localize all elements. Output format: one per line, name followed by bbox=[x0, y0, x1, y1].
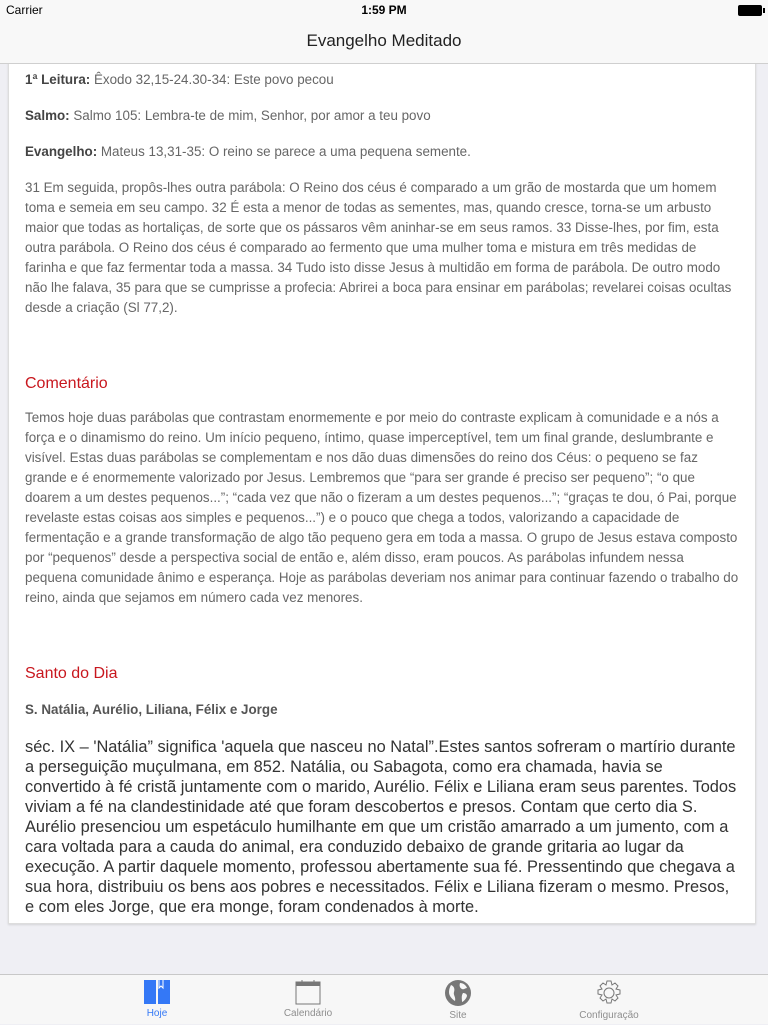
tab-label: Configuração bbox=[579, 1010, 639, 1021]
book-icon bbox=[143, 979, 171, 1005]
content-scroll[interactable] bbox=[0, 64, 768, 974]
gospel-text: Mateus 13,31-35: O reino se parece a uma pequena semente. bbox=[97, 144, 471, 159]
saint-name: S. Natália, Aurélio, Liliana, Félix e Jorge bbox=[25, 702, 278, 717]
first-reading-text: Êxodo 32,15-24.30-34: Este povo pecou bbox=[90, 72, 334, 87]
tab-label: Hoje bbox=[146, 1008, 168, 1019]
tab-bar bbox=[0, 974, 768, 1024]
gospel bbox=[25, 142, 739, 162]
psalm-label: Salmo: bbox=[25, 108, 70, 123]
first-reading-label: 1ª Leitura: bbox=[25, 72, 91, 87]
psalm-text: Salmo 105: Lembra-te de mim, Senhor, por amor a teu povo bbox=[69, 108, 431, 123]
globe-icon bbox=[444, 979, 472, 1007]
commentary-heading: Comentário bbox=[25, 375, 108, 392]
commentary-text: Temos hoje duas parábolas que contrastam enormemente e por meio do contraste explicam à comunidade e a nós a força e o dinamismo do reino. Um início pequeno, íntimo, quase imperceptível, tem um final grande, deslumbrante e visível. Estas duas parábolas se complementam e nos dão duas dimensões do reino dos Céus: o pequeno se faz grande e é enormemente valorizado por Jesus. Lembremos que “para ser grande é preciso ser pequeno”; “o que doarem a um destes pequenos...”; “cada vez que não o fizeram a um destes pequenos...”; “graças te dou, ó Pai, porque revelaste estas coisas aos simples e pequenos...”) e o pouco que chega a todos, valorizando a capacidade de fermentação e a grande transformação de algo tão pequeno gera em toda a massa. O grupo de Jesus estava composto por “pequenos” desde a perspectiva social de então e, além disso, eram poucos. As parábolas infundem nessa pequena comunidade ânimo e esperança. Hoje as parábolas deveriam nos animar para continuar fazendo o trabalho do reino, ainda que sejamos em número cada vez menores. bbox=[25, 410, 739, 605]
tab-label: Site bbox=[449, 1010, 467, 1021]
first-reading bbox=[25, 70, 739, 90]
tab-hoje[interactable] bbox=[97, 975, 217, 1025]
navigation-bar bbox=[0, 20, 768, 64]
gospel-label: Evangelho: bbox=[25, 144, 98, 159]
battery-icon bbox=[738, 5, 762, 16]
psalm bbox=[25, 106, 739, 126]
saint-text: séc. IX – 'Natália” significa 'aquela que nasceu no Natal”.Estes santos sofreram o martírio durante a perseguição muçulmana, em 852. Natália, ou Sabagota, como era chamada, havia se convertido à fé cristã juntamente com o marido, Aurélio. Félix e Liliana eram seus parentes. Todos viviam a fé na clandestinidade até que foram descobertos e presos. Contam que certo dia S. Aurélio presenciou um espetáculo humilhante em que um cristão amarrado a um jumento, com a cara voltada para a cauda do animal, era conduzido debaixo de grande gritaria ao lugar da execução. A partir daquele momento, professou abertamente sua fé. Pressentindo que chegava a sua hora, distribuiu os bens aos pobres e necessitados. Félix e Liliana fizeram o mesmo. Presos, e com eles Jorge, que era monge, foram condenados à morte. bbox=[25, 738, 737, 916]
carrier-label: Carrier bbox=[6, 3, 43, 17]
page-title: Evangelho Meditado bbox=[306, 31, 462, 50]
gear-icon bbox=[595, 979, 623, 1007]
status-bar bbox=[0, 0, 768, 20]
tab-site[interactable] bbox=[398, 975, 518, 1025]
tab-calendario[interactable] bbox=[248, 975, 368, 1025]
saint-heading: Santo do Dia bbox=[25, 665, 118, 682]
tab-label: Calendário bbox=[283, 1008, 333, 1019]
gospel-passage: 31 Em seguida, propôs-lhes outra parábola: O Reino dos céus é comparado a um grão de mostarda que um homem toma e semeia em seu campo. 32 É esta a menor de todas as sementes, mas, quando cresce, torna-se um arbusto maior que todas as hortaliças, de sorte que os pássaros vêm aninhar-se em seus ramos. 33 Disse-lhes, por fim, esta outra parábola. O Reino dos céus é comparado ao fermento que uma mulher toma e mistura em três medidas de farinha e que faz fermentar toda a massa. 34 Tudo isto disse Jesus à multidão em forma de parábola. De outro modo não lhe falava, 35 para que se cumprisse a profecia: Abrirei a boca para ensinar em parábolas; revelarei coisas ocultas desde a criação (Sl 77,2). bbox=[25, 180, 732, 315]
clock: 1:59 PM bbox=[361, 3, 407, 17]
calendar-icon bbox=[294, 979, 322, 1005]
tab-configuracao[interactable] bbox=[549, 975, 669, 1025]
reading-card bbox=[8, 64, 756, 924]
